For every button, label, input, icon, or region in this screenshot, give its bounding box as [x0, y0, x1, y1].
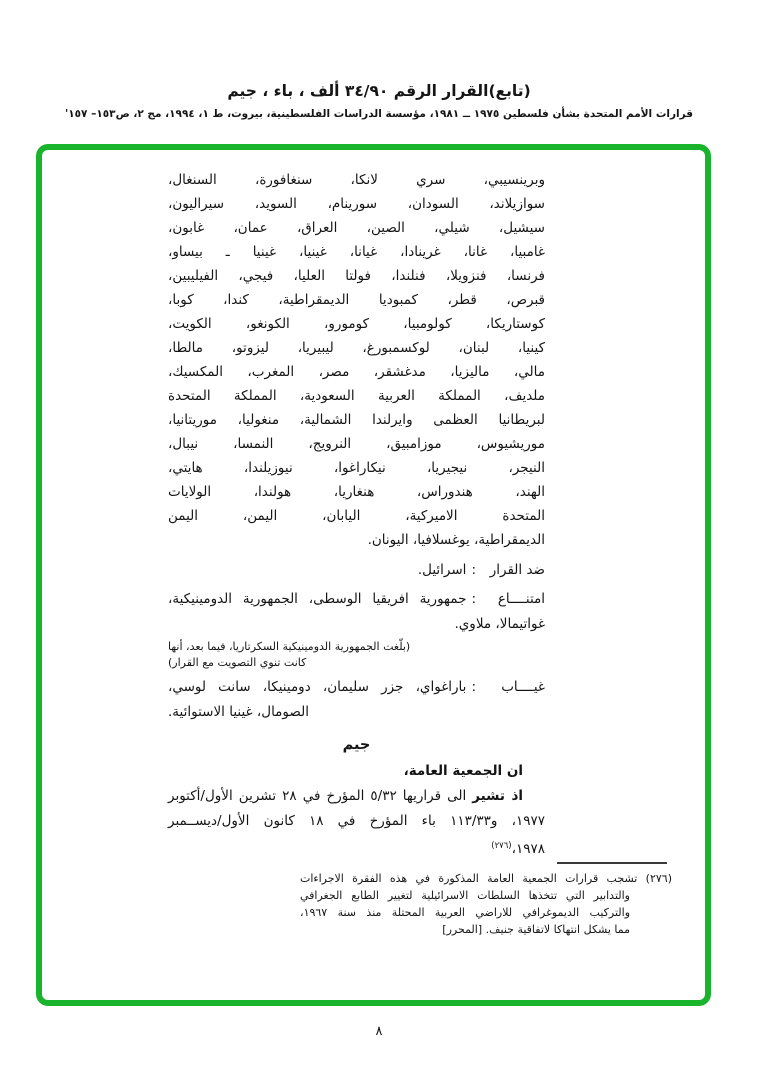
secretariat-note-line: كانت تنوي التصويت مع القرار): [168, 656, 307, 669]
abstain-value-line2: غواتيمالا، ملاوي.: [454, 616, 545, 632]
preamble-line: ١٩٧٧، و١١٣/٣٣ باء المؤرخ في ١٨ كانون الأول/ديســمبر: [168, 813, 545, 829]
preamble-opening: ان الجمعية العامة،: [403, 763, 523, 779]
in-favour-line: غامبيا، غانا، غرينادا، غيانا، غينيا، غينيا ـ بيساو،: [168, 244, 545, 260]
section-c-heading: جيم: [342, 737, 371, 753]
green-highlight-frame: [36, 144, 711, 1006]
against-value: اسرائيل.: [417, 562, 467, 578]
footnote-line: والتدابير التي تتخذها السلطات الاسرائيلية لتغيير الطابع الجغرافي: [300, 889, 630, 902]
absent-value-line2: الصومال، غينيا الاستوائية.: [168, 704, 309, 720]
in-favour-line: الهند، هندوراس، هنغاريا، هولندا، الولايات: [168, 484, 545, 500]
vote-row-abstain: [168, 587, 545, 612]
in-favour-line: وبرينسيبي، سري لانكا، سنغافورة، السنغال،: [168, 172, 545, 188]
in-favour-line: مالي، ماليزيا، مدغشقر، مصر، المغرب، المكسيك،: [168, 364, 545, 380]
year-text: ١٩٧٨،: [511, 841, 545, 857]
colon-separator: :: [471, 679, 476, 695]
absent-label: غيــــاب: [501, 679, 545, 695]
in-favour-line: النيجر، نيجيريا، نيكاراغوا، نيوزيلندا، هايتي،: [168, 460, 545, 476]
in-favour-line: موريشيوس، موزامبيق، النرويج، النمسا، نيبال،: [168, 436, 545, 452]
colon-separator: :: [471, 562, 476, 578]
in-favour-line: المتحدة الاميركية، اليابان، اليمن، اليمن: [168, 508, 545, 524]
colon-separator: :: [471, 591, 476, 607]
footnote-block: [300, 858, 672, 938]
footnote-reference: (٢٧٦): [491, 841, 512, 851]
absent-value-line1: باراغواي، جزر سليمان، دومينيكا، سانت لوسي،: [168, 679, 467, 695]
preamble-line: [168, 784, 545, 809]
in-favour-line: قبرص، قطر، كمبوديا الديمقراطية، كندا، كوبا،: [168, 292, 545, 308]
abstain-label: امتنــــاع: [497, 591, 545, 607]
footnote-marker: (٢٧٦): [645, 872, 672, 885]
footnote-text: تشجب قرارات الجمعية العامة المذكورة في هذه الفقرة الاجراءات: [300, 872, 638, 885]
page-number: ٨: [375, 1024, 383, 1039]
secretariat-note-line: (بلّغت الجمهورية الدومينيكية السكرتاريا، فيما بعد، أنها: [168, 640, 411, 653]
in-favour-line: سيشيل، شيلي، الصين، العراق، عمان، غابون،: [168, 220, 545, 236]
in-favour-line: كينيا، لبنان، لوكسمبورغ، ليبيريا، ليزوتو، مالطا،: [168, 340, 545, 356]
secretariat-note: [168, 639, 545, 671]
source-citation: قرارات الأمم المتحدة بشأن فلسطين ١٩٧٥ ــ ١٩٨١، مؤسسة الدراسات الفلسطينية، بيروت، ط ١، ١٩٩٤، مج ٢، ص١٥٣– ١٥٧': [64, 108, 694, 120]
in-favour-line: لبريطانيا العظمى وايرلندا الشمالية، منغوليا، موريتانيا،: [168, 412, 545, 428]
in-favour-line: الديمقراطية، يوغسلافيا، اليونان.: [367, 532, 545, 548]
footnote-line: مما يشكل انتهاكا لاتفاقية جنيف. [المحرر]: [442, 923, 630, 936]
in-favour-line: كوستاريكا، كولومبيا، كومورو، الكونغو، الكويت،: [168, 316, 545, 332]
recalling-phrase: اذ تشير: [472, 788, 523, 804]
abstain-value-line1: جمهورية افريقيا الوسطى، الجمهورية الدومينيكية،: [168, 591, 467, 607]
vote-row-absent: [168, 675, 545, 700]
in-favour-line: ملديف، المملكة العربية السعودية، المملكة المتحدة: [168, 388, 545, 404]
against-label: ضد القرار: [489, 562, 545, 578]
page-title: (تابع)القرار الرقم ٣٤/٩٠ ألف ، باء ، جيم: [227, 82, 531, 100]
resolution-body: [168, 168, 545, 862]
footnote-line: [300, 870, 672, 887]
in-favour-line: سوازيلاند، السودان، سورينام، السويد، سيراليون،: [168, 196, 545, 212]
vote-row-against: [168, 558, 545, 583]
preamble-line-rest: الى قراريها ٥/٣٢ المؤرخ في ٢٨ تشرين الأول/أكتوبر: [168, 788, 467, 804]
footnote-divider: [557, 862, 667, 864]
in-favour-line: فرنسا، فنزويلا، فنلندا، فولتا العليا، فيجي، الفيليبين،: [168, 268, 545, 284]
footnote-line: والتركيب الديموغرافي للاراضي العربية المحتلة منذ سنة ١٩٦٧،: [300, 906, 630, 919]
